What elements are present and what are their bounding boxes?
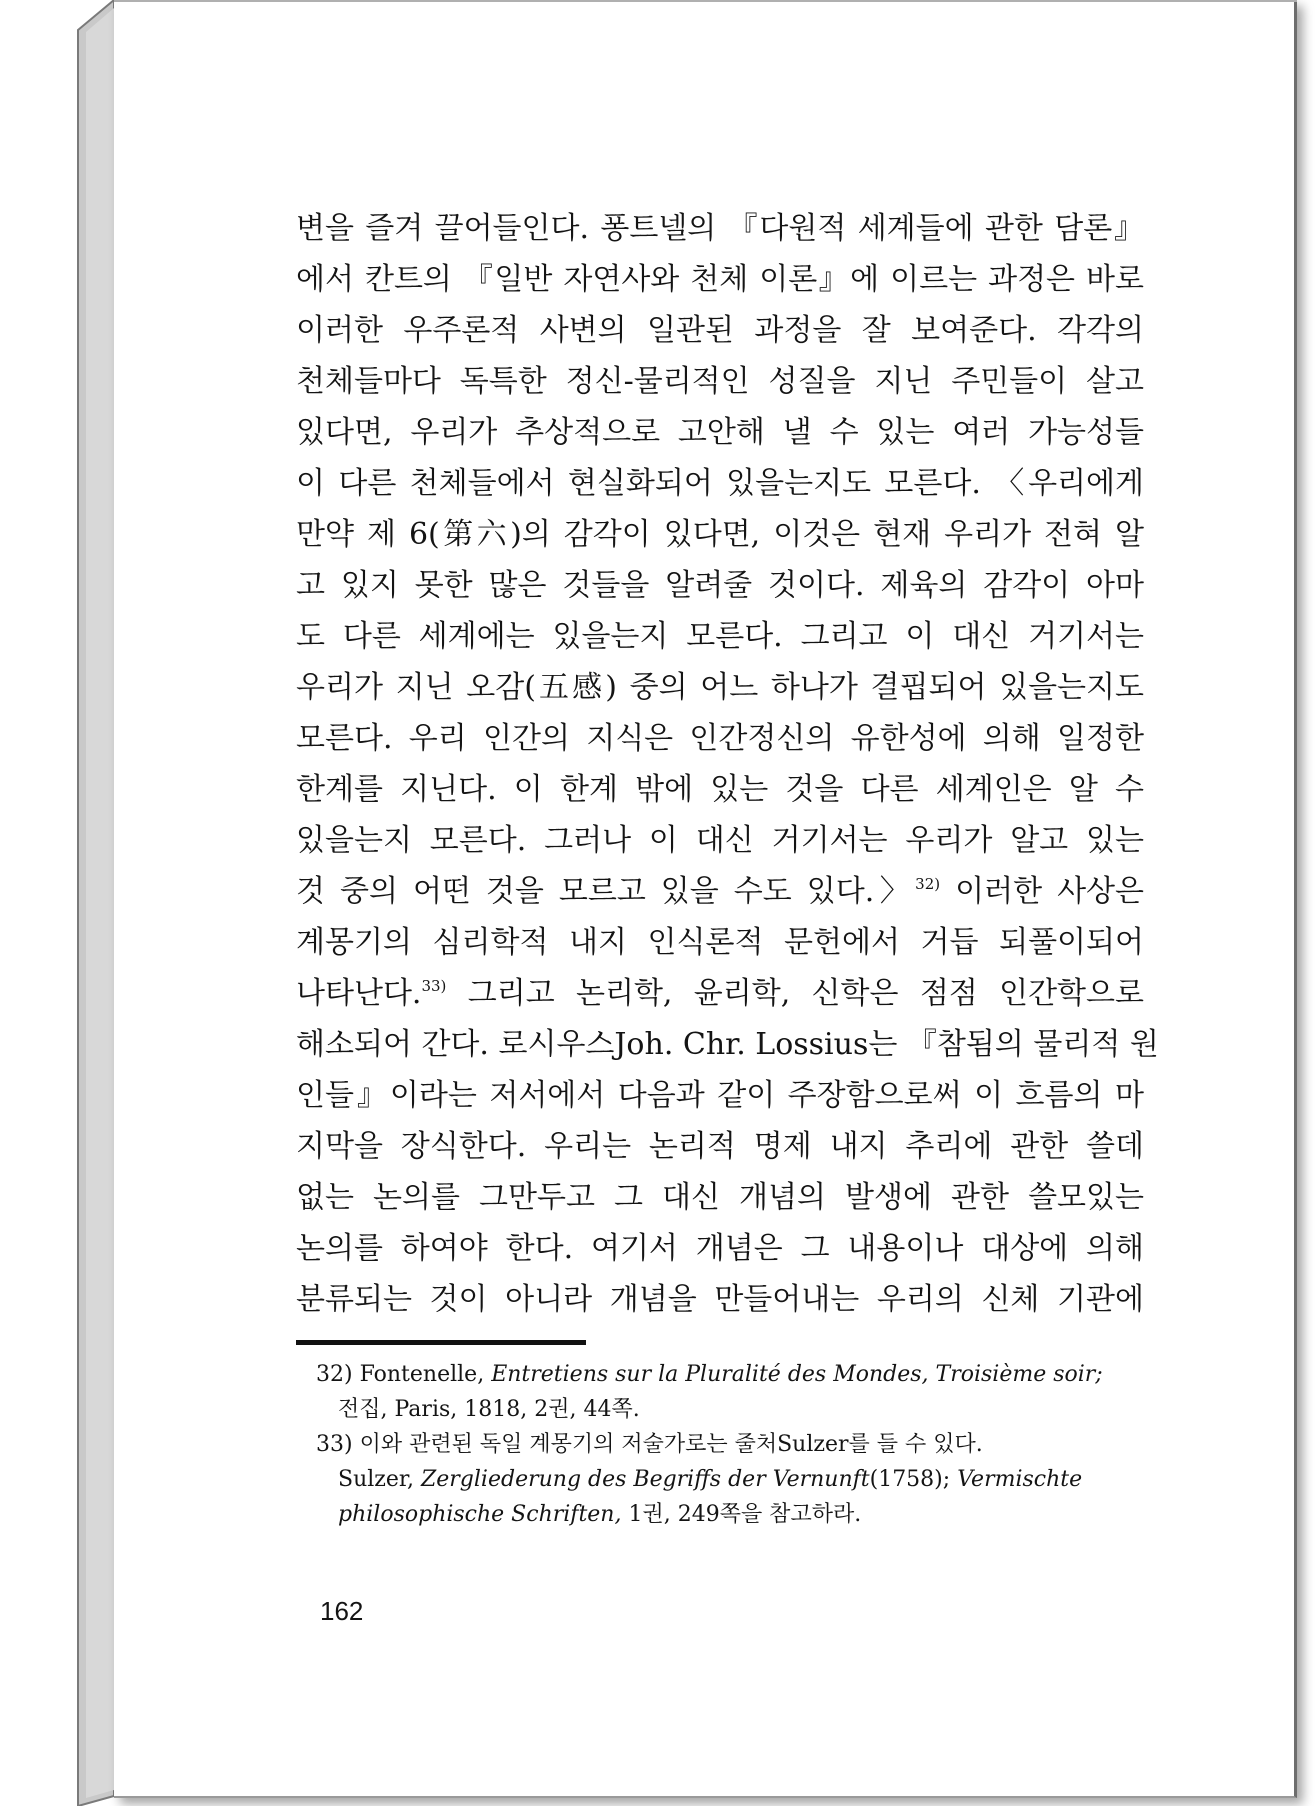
footnote-number: 33): [316, 1432, 353, 1457]
page-number: 162: [320, 1596, 364, 1626]
body-line-with-footnote: [296, 866, 1144, 917]
body-line: 인들』이라는 저서에서 다음과 같이 주장함으로써 이 흐름의 마: [296, 1078, 1144, 1113]
footnote-33-cont: [316, 1497, 1146, 1532]
body-line: 이 다른 천체들에서 현실화되어 있을는지도 모른다. 〈우리에게: [296, 466, 1144, 501]
body-line: 이러한 우주론적 사변의 일관된 과정을 잘 보여준다. 각각의: [296, 313, 1144, 348]
body-text-span: 나타난다.: [296, 976, 422, 1011]
body-line: 만약 제 6(第六)의 감각이 있다면, 이것은 현재 우리가 전혀 알: [296, 517, 1144, 552]
footnote-text: 이와 관련된 독일 계몽기의 저술가로는 줄처Sulzer를 들 수 있다.: [359, 1432, 983, 1457]
footnote-32: [316, 1357, 1146, 1392]
page-top-edge: [114, 0, 1297, 2]
body-line: 에서 칸트의 『일반 자연사와 천체 이론』에 이르는 과정은 바로: [296, 262, 1144, 297]
footnote-ref-33: 33): [421, 977, 447, 995]
body-text: [296, 203, 1159, 1325]
body-line: 천체들마다 독특한 정신-물리적인 성질을 지닌 주민들이 살고: [296, 364, 1144, 399]
footnote-title: Entretiens sur la Pluralité des Mondes, Troisième soir;: [491, 1362, 1103, 1387]
footnote-text: Sulzer,: [338, 1467, 414, 1492]
body-text-span: 이러한 사상은: [940, 874, 1145, 909]
body-line: 변을 즐겨 끌어들인다. 퐁트넬의 『다원적 세계들에 관한 담론』: [296, 211, 1144, 246]
book-spine: [0, 0, 130, 1806]
footnote-text: (1758);: [869, 1467, 951, 1492]
body-line: 한계를 지닌다. 이 한계 밖에 있는 것을 다른 세계인은 알 수: [296, 772, 1144, 807]
footnotes: [316, 1357, 1146, 1532]
body-line: 분류되는 것이 아니라 개념을 만들어내는 우리의 신체 기관에: [296, 1282, 1144, 1317]
body-line: 계몽기의 심리학적 내지 인식론적 문헌에서 거듭 되풀이되어: [296, 925, 1144, 960]
footnote-divider: [296, 1340, 586, 1345]
footnote-ref-32: 32): [915, 875, 941, 893]
body-line: 논의를 하여야 한다. 여기서 개념은 그 내용이나 대상에 의해: [296, 1231, 1144, 1266]
footnote-title: philosophische Schriften,: [338, 1502, 622, 1527]
footnote-33: [316, 1427, 1146, 1462]
body-text-span: 것 중의 어떤 것을 모르고 있을 수도 있다.〉: [296, 874, 916, 909]
body-line: 지막을 장식한다. 우리는 논리적 명제 내지 추리에 관한 쓸데: [296, 1129, 1144, 1164]
body-line: 있을는지 모른다. 그러나 이 대신 거기서는 우리가 알고 있는: [296, 823, 1144, 858]
footnote-title: Zergliederung des Begriffs der Vernunft: [420, 1467, 870, 1492]
body-line-with-footnote: [296, 968, 1144, 1019]
body-line: 고 있지 못한 많은 것들을 알려줄 것이다. 제육의 감각이 아마: [296, 568, 1144, 603]
body-line: 없는 논의를 그만두고 그 대신 개념의 발생에 관한 쓸모있는: [296, 1180, 1144, 1215]
footnote-33-cont: [316, 1462, 1146, 1497]
body-line: 있다면, 우리가 추상적으로 고안해 낼 수 있는 여러 가능성들: [296, 415, 1144, 450]
body-line: 해소되어 간다. 로시우스Joh. Chr. Lossius는 『참됨의 물리적 원: [296, 1027, 1159, 1062]
footnote-text: 1권, 249쪽을 참고하라.: [621, 1502, 862, 1527]
footnote-text: 전집, Paris, 1818, 2권, 44쪽.: [338, 1397, 640, 1422]
footnote-title: Vermischte: [957, 1467, 1083, 1492]
body-line: 모른다. 우리 인간의 지식은 인간정신의 유한성에 의해 일정한: [296, 721, 1144, 756]
body-line: 우리가 지닌 오감(五感) 중의 어느 하나가 결핍되어 있을는지도: [296, 670, 1144, 705]
footnote-text: Fontenelle,: [359, 1362, 485, 1387]
footnote-number: 32): [316, 1362, 353, 1387]
body-line: 도 다른 세계에는 있을는지 모른다. 그리고 이 대신 거기서는: [296, 619, 1144, 654]
footnote-32-cont: [316, 1392, 1146, 1427]
body-text-span: 그리고 논리학, 윤리학, 신학은 점점 인간학으로: [446, 976, 1144, 1011]
